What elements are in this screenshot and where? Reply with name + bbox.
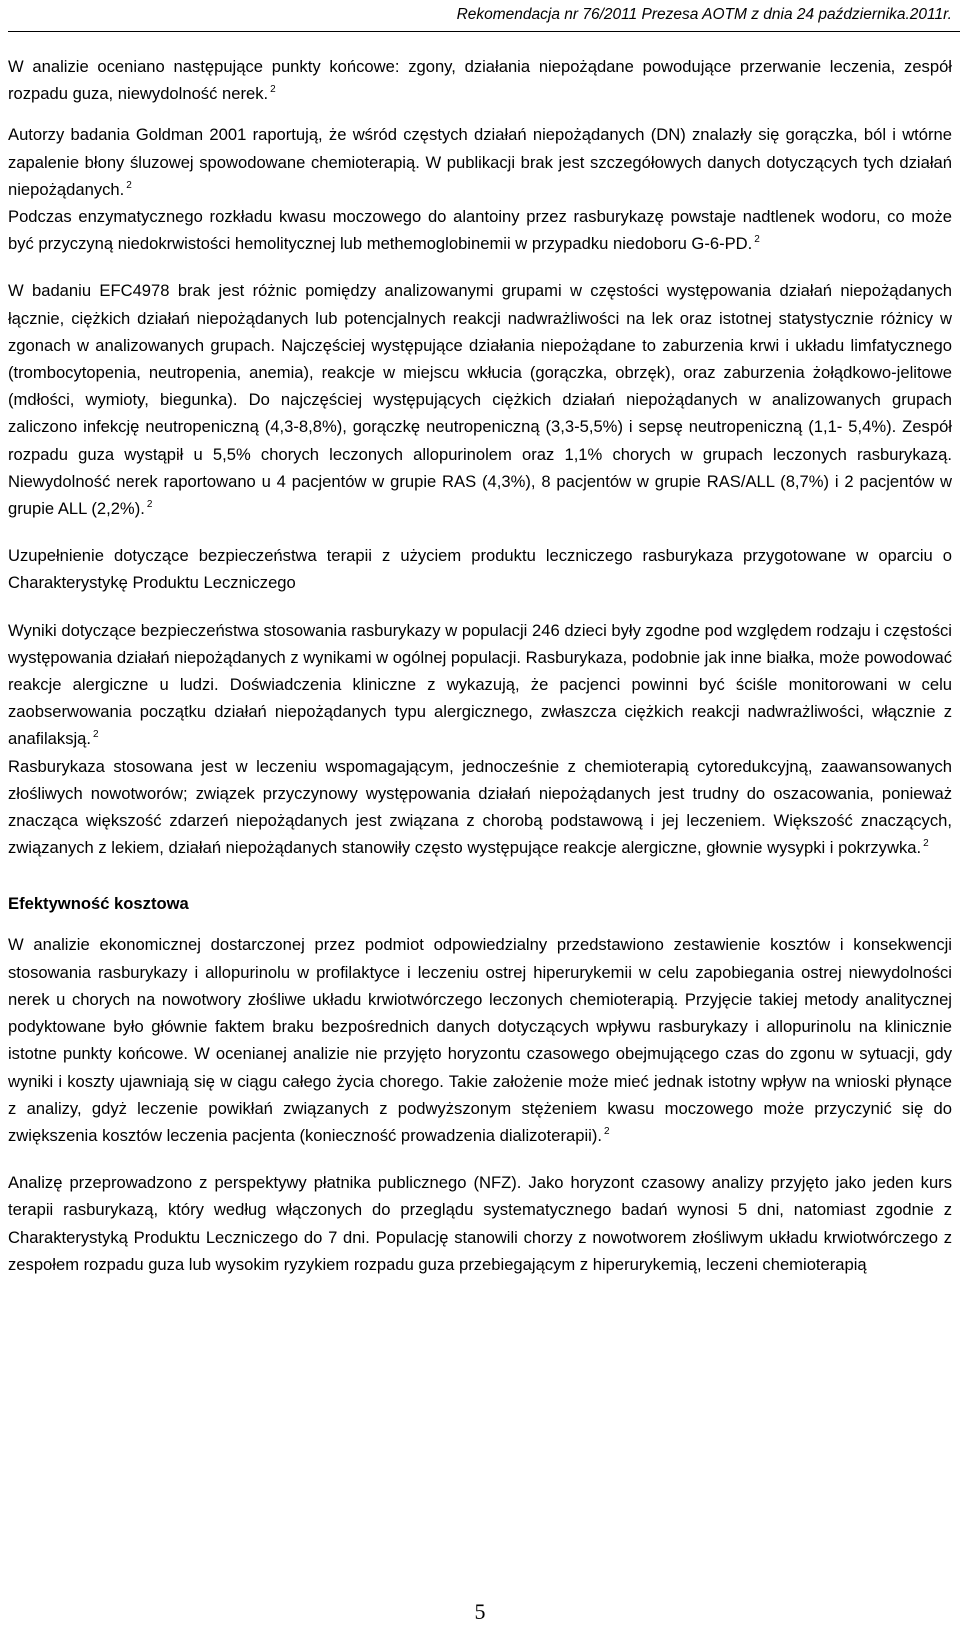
- paragraph-text: Wyniki dotyczące bezpieczeństwa stosowania rasburykazy w populacji 246 dzieci były zgodne pod względem rodzaju i częstości występowania działań niepożądanych z wynikami w ogólnej populacji. Rasburykaza, podobnie jak inne białka, może powodować reakcje alergiczne u ludzi. Doświadczenia kliniczne z wykazują, że pacjenci powinni być ściśle monitorowani w celu zaobserwowania początku działań niepożądanych typu alergicznego, zwłaszcza ciężkich reakcji nadwrażliwości, włącznie z anafilaksją.: [8, 620, 952, 749]
- document-body: [8, 53, 952, 1278]
- reference-marker: 2: [923, 838, 929, 850]
- paragraph-text: Podczas enzymatycznego rozkładu kwasu moczowego do alantoiny przez rasburykazę powstaje nadtlenek wodoru, co może być przyczyną niedokrwistości hemolitycznej lub methemoglobinemii w przypadku niedoboru G-6-PD.: [8, 207, 952, 254]
- paragraph-text: Rasburykaza stosowana jest w leczeniu wspomagającym, jednocześnie z chemioterapią cytoredukcyjną, zaawansowanych złośliwych nowotworów; związek przyczynowy występowania działań niepożądanych jest trudny do oszacowania, ponieważ znacząca większość zdarzeń niepożądanych jest związana z chorobą podstawową i jej leczeniem. Większość znaczących, związanych z lekiem, działań niepożądanych stanowiły często występujące reakcje alergiczne, głownie wysypki i pokrzywka.: [8, 756, 952, 858]
- paragraph-text: W analizie oceniano następujące punkty końcowe: zgony, działania niepożądane powodujące przerwanie leczenia, zespół rozpadu guza, niewydolność nerek.: [8, 57, 952, 104]
- reference-marker: 2: [604, 1125, 610, 1137]
- document-header: Rekomendacja nr 76/2011 Prezesa AOTM z dnia 24 października.2011r.: [456, 6, 952, 23]
- paragraph-payer-perspective: [8, 1169, 952, 1278]
- paragraph-enzymatic: [8, 203, 952, 257]
- reference-marker: 2: [270, 84, 276, 96]
- reference-marker: 2: [146, 499, 153, 511]
- paragraph-text: Autorzy badania Goldman 2001 raportują, że wśród częstych działań niepożądanych (DN) znalazły się gorączka, ból i wtórne zapalenie błony śluzowej spowodowane chemioterapią. W publikacji brak jest szczegółowych danych dotyczących tych działań niepożądanych.: [8, 125, 952, 199]
- reference-marker: 2: [126, 179, 132, 191]
- paragraph-economic-analysis: [8, 931, 952, 1149]
- section-heading: Efektywność kosztowa: [8, 894, 189, 914]
- paragraph-pediatric-safety: [8, 617, 952, 753]
- paragraph-goldman: [8, 121, 952, 203]
- paragraph-text: W badaniu EFC4978 brak jest różnic pomiędzy analizowanymi grupami w częstości występowania działań niepożądanych łącznie, ciężkich działań niepożądanych lub potencjalnych reakcji nadwrażliwości na lek oraz istotnej statystycznie różnicy w zgonach w analizowanych grupach. Najczęściej występujące działania niepożądane to zaburzenia krwi i układu limfatycznego (trombocytopenia, neutropenia, anemia), reakcje w miejscu wkłucia (gorączka, obrzęk), oraz zaburzenia żołądkowo-jelitowe (mdłości, wymioty, biegunka). Do najczęściej występujących ciężkich działań niepożądanych w analizowanych grupach zaliczono infekcję neutropeniczną (4,3-8,8%), gorączkę neutropeniczną (3,3-5,5%) i sepsę neutropeniczną (1,1- 5,4%). Zespół rozpadu guza wystąpił u 5,5% chorych leczonych allopurinolem oraz 1,1% chorych w grupach leczonych rasburykazą. Niewydolność nerek raportowano u 4 pacjentów w grupie RAS (4,3%), 8 pacjentów w grupie RAS/ALL (8,7%) i 2 pacjentów w grupie ALL (2,2%).: [8, 281, 952, 519]
- paragraph-text: Analizę przeprowadzono z perspektywy płatnika publicznego (NFZ). Jako horyzont czasowy analizy przyjęto jako jeden kurs terapii rasburykazą, który według włączonych do przeglądu systematycznego badań wynosi 5 dni, natomiast zgodnie z Charakterystyką Produktu Leczniczego do 7 dni. Populację stanowili chorzy z nowotworem złośliwym układu krwiotwórczego z zespołem rozpadu guza lub wysokim ryzykiem rozpadu guza przebiegającym z hiperurykemią, leczeni chemioterapią: [8, 1173, 952, 1274]
- reference-marker: 2: [93, 729, 99, 741]
- page-number: 5: [474, 1599, 486, 1624]
- paragraph-endpoints: [8, 53, 952, 107]
- paragraph-supportive-therapy: [8, 753, 952, 862]
- paragraph-efc4978: [8, 277, 952, 522]
- paragraph-safety-supplement: [8, 542, 952, 596]
- header-rule: [8, 31, 960, 32]
- reference-marker: 2: [754, 234, 760, 246]
- paragraph-text: W analizie ekonomicznej dostarczonej przez podmiot odpowiedzialny przedstawiono zestawienie kosztów i konsekwencji stosowania rasburykazy i allopurinolu w profilaktyce i leczeniu ostrej hiperurykemii w celu zapobiegania ostrej niewydolności nerek u chorych na nowotwory złośliwe układu krwiotwórczego leczonych chemioterapią. Przyjęcie takiej metody analitycznej podyktowane było głównie faktem braku bezpośrednich danych dotyczących wpływu rasburykazy i allopurinolu na klinicznie istotne punkty końcowe. W ocenianej analizie nie przyjęto horyzontu czasowego obejmującego czas do zgonu w sytuacji, gdy wyniki i koszty ujawniają się w ciągu całego życia chorego. Takie założenie może mieć jednak istotny wpływ na wnioski płynące z analizy, gdyż leczenie powikłań związanych z podwyższonym stężeniem kwasu moczowego może przyczynić się do zwiększenia kosztów leczenia pacjenta (konieczność prowadzenia dializoterapii).: [8, 935, 952, 1145]
- paragraph-text: Uzupełnienie dotyczące bezpieczeństwa terapii z użyciem produktu leczniczego rasburykaza przygotowane w oparciu o Charakterystykę Produktu Leczniczego: [8, 546, 952, 593]
